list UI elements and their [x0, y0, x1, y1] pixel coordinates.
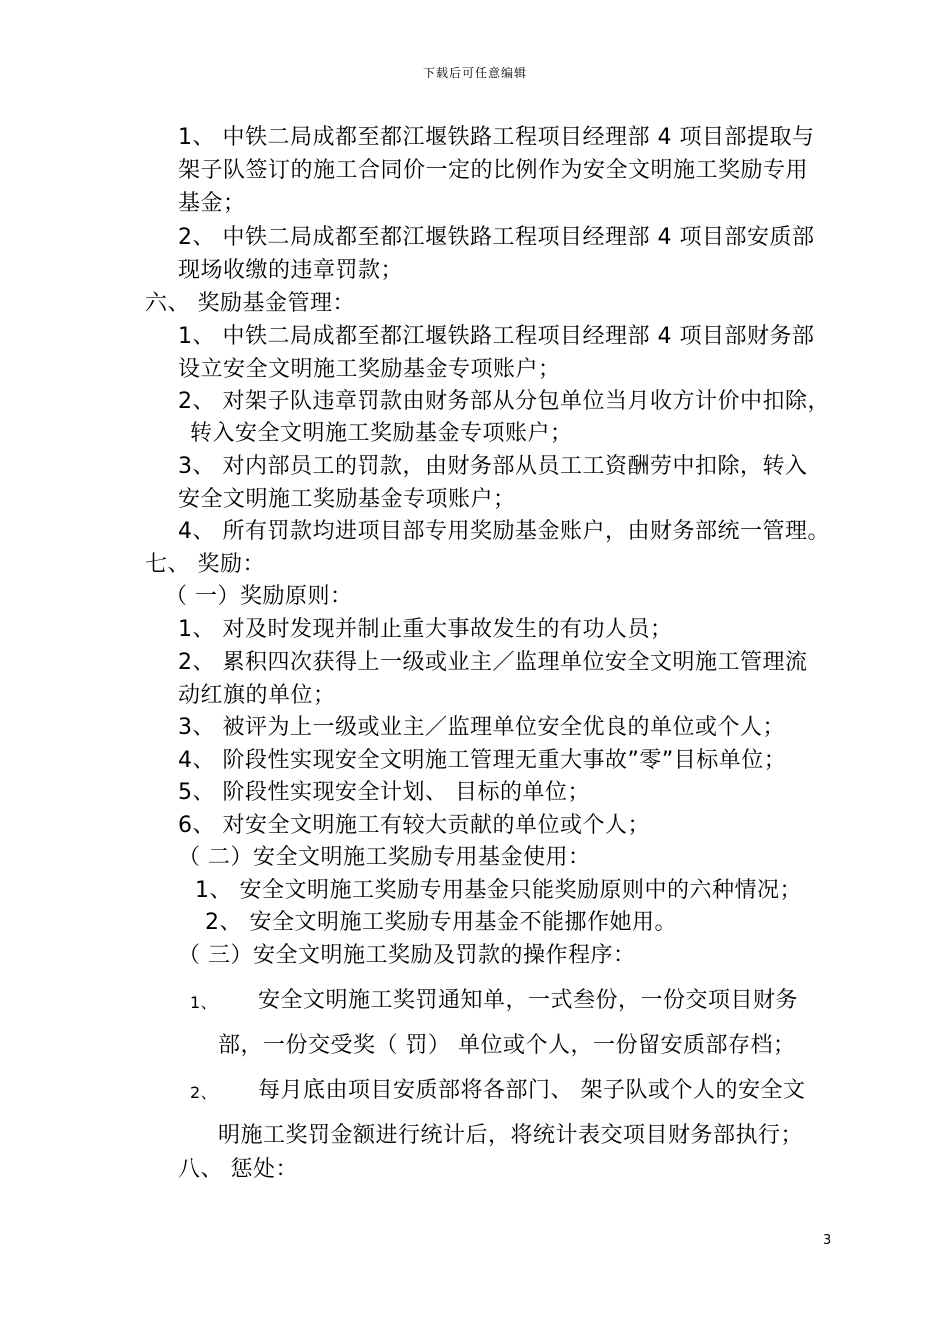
text-line: 动红旗的单位；	[178, 683, 336, 708]
text-line: 6、 对安全文明施工有较大贡献的单位或个人；	[178, 813, 650, 838]
subsection-heading: （ 二）安全文明施工奖励专用基金使用：	[178, 845, 591, 870]
text-line: 架子队签订的施工合同价一定的比例作为安全文明施工奖励专用	[178, 158, 809, 183]
text-line: 1、 安全文明施工奖励专用基金只能奖励原则中的六种情况；	[195, 878, 802, 903]
section-heading: 六、 奖励基金管理：	[145, 291, 355, 316]
text-line: 安全文明施工奖罚通知单，一式叁份，一份交项目财务	[258, 988, 799, 1013]
text-line: 4、 阶段性实现安全文明施工管理无重大事故”零”目标单位；	[178, 748, 787, 773]
text-line: 2、 对架子队违章罚款由财务部从分包单位当月收方计价中扣除，	[178, 389, 830, 414]
text-line: 3、 对内部员工的罚款，由财务部从员工工资酬劳中扣除，转入	[178, 454, 808, 479]
text-line: 设立安全文明施工奖励基金专项账户；	[178, 357, 561, 382]
text-line: 基金；	[178, 191, 246, 216]
section-heading: 七、 奖励：	[145, 552, 265, 577]
list-number: 1、	[190, 993, 218, 1012]
list-number: 2、	[190, 1083, 218, 1102]
text-line: 安全文明施工奖励基金专项账户；	[178, 487, 516, 512]
page-number: 3	[823, 1233, 832, 1248]
text-line: 1、 中铁二局成都至都江堰铁路工程项目经理部 4 项目部财务部	[178, 324, 815, 349]
text-line: 每月底由项目安质部将各部门、 架子队或个人的安全文	[258, 1078, 806, 1103]
page-header: 下载后可任意编辑	[422, 66, 527, 80]
text-line: 部，一份交受奖（ 罚） 单位或个人，一份留安质部存档；	[218, 1033, 796, 1058]
text-line: 1、 对及时发现并制止重大事故发生的有功人员；	[178, 617, 673, 642]
text-line: 明施工奖罚金额进行统计后，将统计表交项目财务部执行；	[218, 1123, 804, 1148]
subsection-heading: （ 三）安全文明施工奖励及罚款的操作程序：	[178, 943, 636, 968]
section-heading: 八、 惩处：	[178, 1157, 298, 1182]
text-line: 5、 阶段性实现安全计划、 目标的单位；	[178, 780, 590, 805]
text-line: 转入安全文明施工奖励基金专项账户；	[190, 421, 573, 446]
text-line: 4、 所有罚款均进项目部专用奖励基金账户，由财务部统一管理。	[178, 519, 830, 544]
text-line: 3、 被评为上一级或业主／监理单位安全优良的单位或个人；	[178, 715, 785, 740]
text-line: 1、 中铁二局成都至都江堰铁路工程项目经理部 4 项目部提取与	[178, 125, 815, 150]
subsection-heading: （ 一）奖励原则：	[165, 584, 353, 609]
text-line: 2、 累积四次获得上一级或业主／监理单位安全文明施工管理流	[178, 650, 808, 675]
text-line: 2、 安全文明施工奖励专用基金不能挪作她用。	[205, 910, 677, 935]
text-line: 2、 中铁二局成都至都江堰铁路工程项目经理部 4 项目部安质部	[178, 225, 815, 250]
text-line: 现场收缴的违章罚款；	[178, 258, 404, 283]
